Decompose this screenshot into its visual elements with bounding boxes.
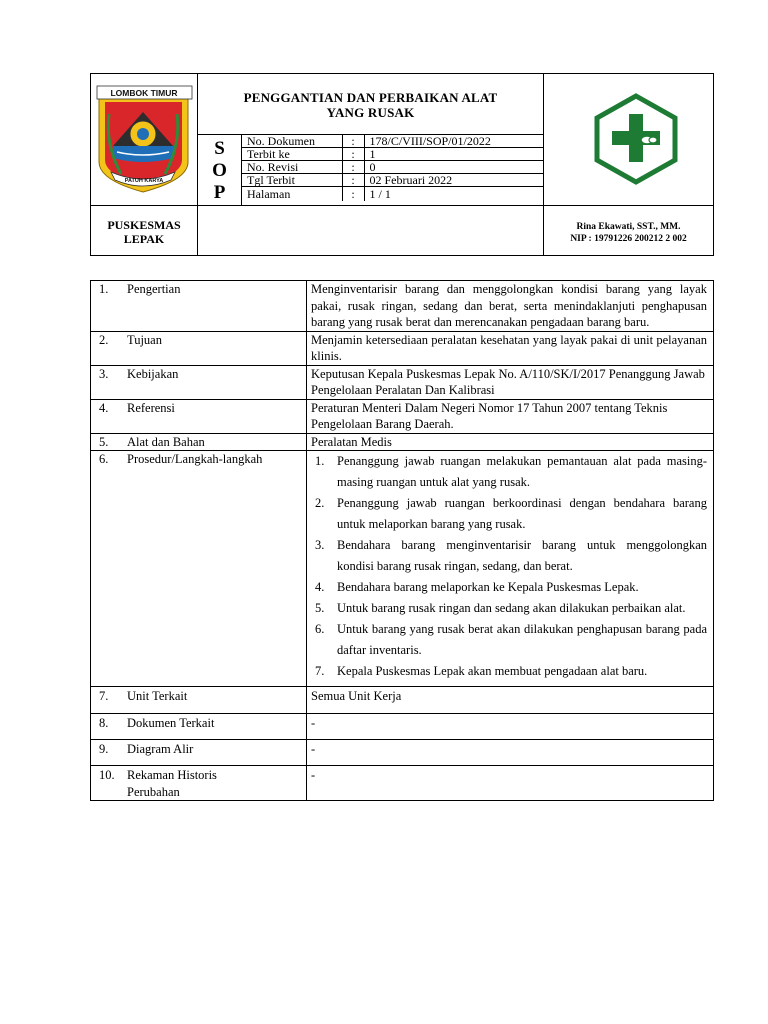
meta-row [242,135,544,148]
step-text: Bendahara barang menginventarisir barang untuk menggolongkan kondisi barang rusak ringan, sedang, dan berat. [337,538,707,573]
row-label: Diagram Alir [127,742,194,756]
title-line-1: PENGGANTIAN DAN PERBAIKAN ALAT [243,90,498,105]
row-value: - [307,714,714,740]
step-text: Untuk barang rusak ringan dan sedang akan dilakukan perbaikan alat. [337,601,686,615]
sop-content-table [90,280,714,801]
row-label: Dokumen Terkait [127,716,215,730]
title-line-2: YANG RUSAK [326,105,415,120]
procedure-step [311,577,707,598]
meta-value: 02 Februari 2022 [364,174,544,187]
meta-key: No. Dokumen [242,135,342,148]
meta-value: 1 / 1 [364,187,544,201]
row-value: Peralatan Medis [307,433,714,451]
row-number: 8. [99,716,109,730]
procedure-step [311,451,707,493]
step-number: 6. [315,622,325,636]
signer-nip: NIP : 19791226 200212 2 002 [570,234,687,244]
unit-line-2: LEPAK [123,232,165,246]
step-number: 5. [315,601,325,615]
meta-sep: : [342,161,364,174]
document-title [198,90,543,120]
row-number: 2. [99,332,109,347]
meta-sep: : [342,187,364,201]
row-label: Alat dan Bahan [127,434,205,449]
meta-row [242,148,544,161]
document-meta-table [242,134,544,201]
puskesmas-emblem-cell [544,74,713,206]
row-label: Rekaman Historis Perubahan [127,768,217,799]
procedure-step [311,535,707,577]
meta-sep: : [342,135,364,148]
meta-key: Terbit ke [242,148,342,161]
signer-name: Rina Ekawati, SST., MM. [576,222,681,232]
row-value: Menginventarisir barang dan menggolongkan kondisi barang yang layak pakai, rusak ringan, sedang dan berat, serta menindaklanjuti penghapusan barang yang rusak berat dan merencanakan pengadaan barang baru. [307,281,714,332]
unit-line-1: PUSKESMAS [107,218,181,232]
step-text: Penanggung jawab ruangan berkoordinasi dengan bendahara barang untuk melaporkan barang yang rusak. [337,496,707,531]
row-number: 7. [99,689,109,703]
row-number: 5. [99,434,109,449]
sop-header [90,73,714,256]
procedure-steps [311,451,707,682]
step-text: Untuk barang yang rusak berat akan dilakukan penghapusan barang pada daftar inventaris. [337,622,707,657]
row-label: Tujuan [127,332,162,347]
meta-key: No. Revisi [242,161,342,174]
table-row [91,281,714,332]
step-text: Penanggung jawab ruangan melakukan pemantauan alat pada masing-masing ruangan untuk alat yang rusak. [337,454,707,489]
table-row [91,399,714,433]
logo-text-top: LOMBOK TIMUR [110,88,178,98]
meta-value: 0 [364,161,544,174]
row-number: 3. [99,366,109,381]
row-label: Kebijakan [127,366,179,381]
table-row [91,331,714,365]
sop-letter-s: S [214,137,225,159]
blank-cell [198,206,544,255]
table-row [91,433,714,451]
logo-text-bottom: PATUH KARYA [124,178,164,184]
meta-value: 178/C/VIII/SOP/01/2022 [364,135,544,148]
row-value: Peraturan Menteri Dalam Negeri Nomor 17 Tahun 2007 tentang Teknis Pengelolaan Barang Daerah. [307,399,714,433]
step-number: 7. [315,664,325,678]
sop-letter-o: O [212,159,227,181]
meta-value: 1 [364,148,544,161]
procedure-step [311,598,707,619]
sop-meta-cell [198,134,544,206]
title-cell [198,74,544,134]
unit-name [91,218,197,246]
row-label: Unit Terkait [127,689,188,703]
lombok-timur-logo [91,74,198,206]
procedure-step [311,493,707,535]
step-number: 1. [315,454,325,468]
row-number: 9. [99,742,109,756]
row-label: Pengertian [127,282,181,296]
procedure-step [311,661,707,682]
row-label: Prosedur/Langkah-langkah [127,452,263,466]
row-value: - [307,766,714,801]
step-text: Kepala Puskesmas Lepak akan membuat pengadaan alat baru. [337,664,648,678]
row-number: 6. [99,452,109,466]
meta-row [242,187,544,201]
meta-key: Tgl Terbit [242,174,342,187]
row-value: Menjamin ketersediaan peralatan kesehatan yang layak pakai di unit pelayanan klinis. [307,331,714,365]
procedure-step [311,619,707,661]
meta-row [242,174,544,187]
table-row-procedure [91,451,714,687]
table-row [91,766,714,801]
table-row [91,740,714,766]
row-number: 10. [99,768,115,782]
sop-letters [198,134,242,206]
logo-cell [91,74,198,206]
row-value: - [307,740,714,766]
table-row [91,714,714,740]
step-number: 4. [315,580,325,594]
meta-row [242,161,544,174]
meta-key: Halaman [242,187,342,201]
meta-sep: : [342,174,364,187]
row-number: 1. [99,282,109,296]
row-label: Referensi [127,400,175,415]
signature-cell [544,206,713,255]
unit-cell [91,206,198,255]
row-value: Keputusan Kepala Puskesmas Lepak No. A/110/SK/I/2017 Penanggung Jawab Pengelolaan Peralatan Dan Kalibrasi [307,365,714,399]
row-number: 4. [99,400,109,415]
step-number: 2. [315,496,325,510]
table-row [91,365,714,399]
meta-sep: : [342,148,364,161]
step-number: 3. [315,538,325,552]
row-value: Semua Unit Kerja [307,687,714,714]
sop-letter-p: P [213,181,226,203]
table-row [91,687,714,714]
puskesmas-cross-icon [544,74,713,206]
step-text: Bendahara barang melaporkan ke Kepala Puskesmas Lepak. [337,580,639,594]
